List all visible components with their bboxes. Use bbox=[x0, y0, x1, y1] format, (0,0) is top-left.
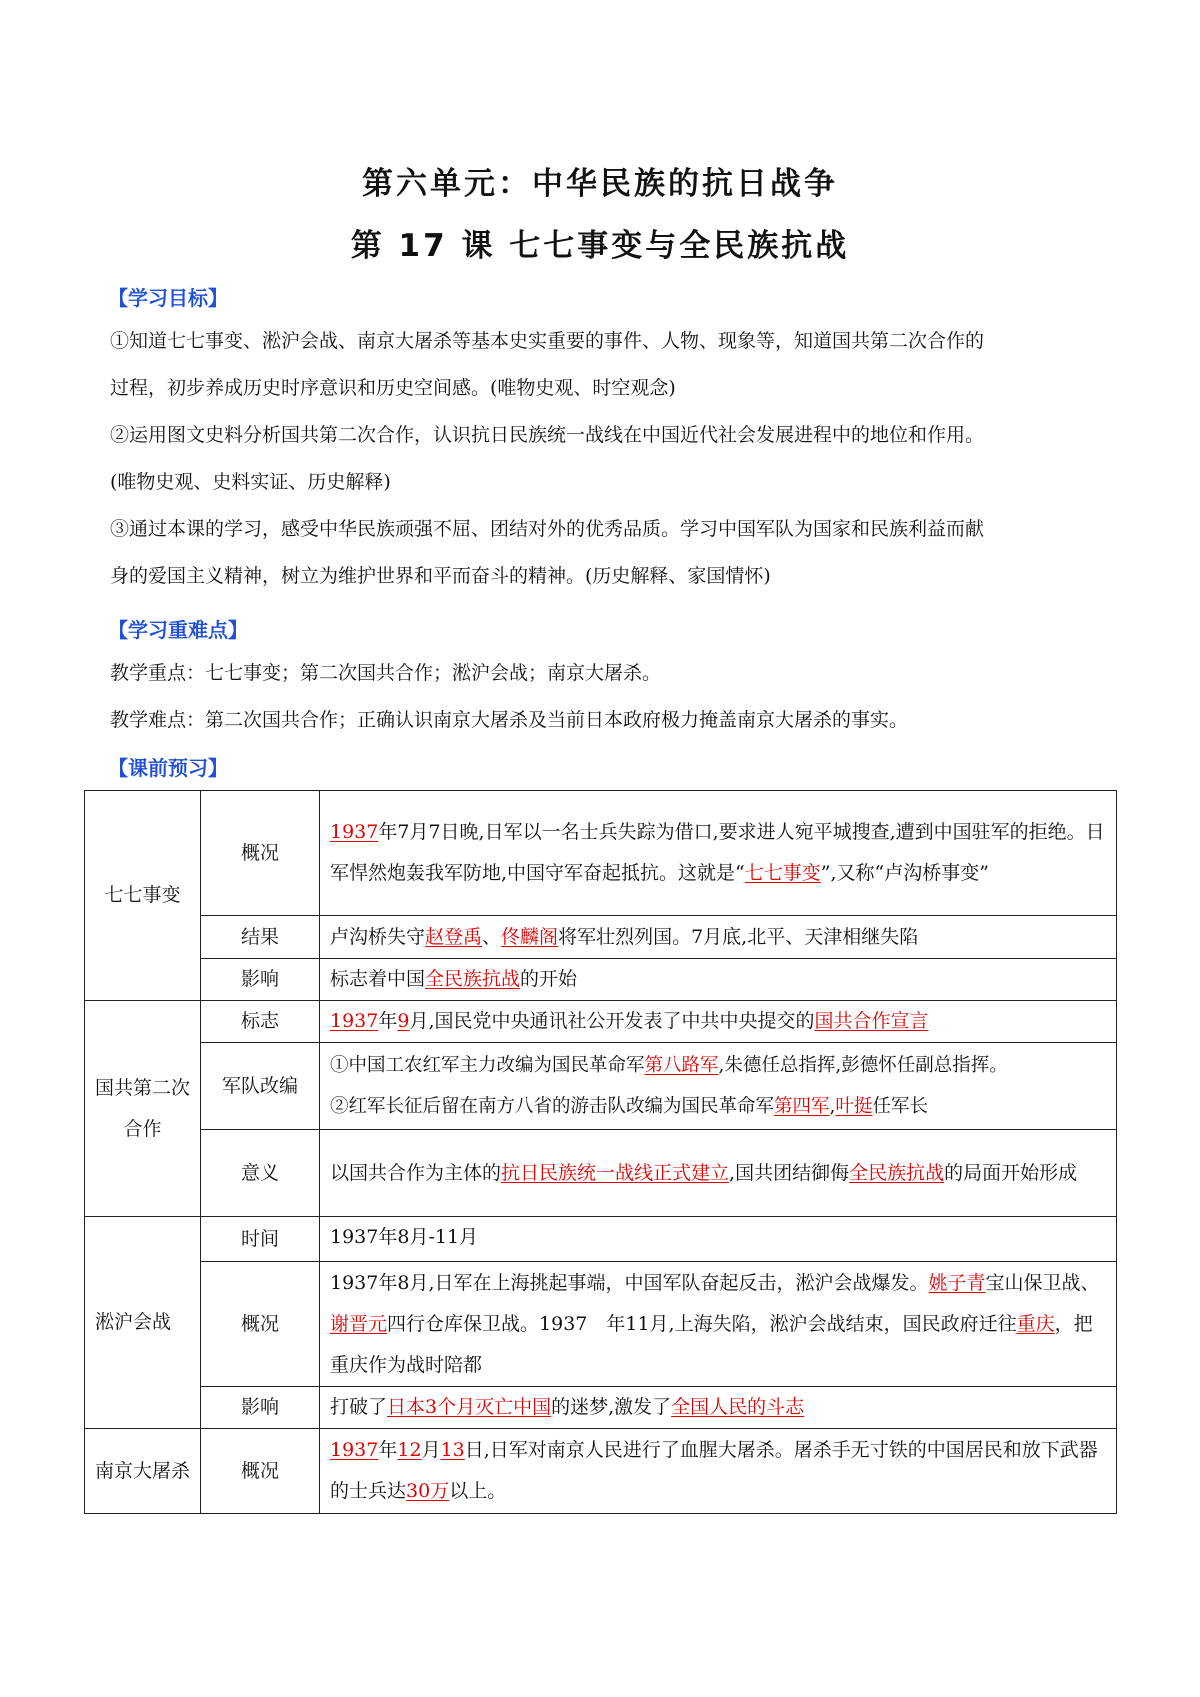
content-text: ，把重庆作为战时陪都 bbox=[330, 1312, 1093, 1376]
aspect-cell: 概况 bbox=[201, 1429, 320, 1514]
table-row bbox=[85, 1001, 1117, 1043]
content-text: 将军壮烈列国。7月底,北平、天津相继失陷 bbox=[558, 925, 919, 948]
topic-cell: 国共第二次合作 bbox=[85, 1001, 201, 1217]
topic-cell: 南京大屠杀 bbox=[85, 1429, 201, 1514]
content-text: 1937年8月,日军在上海挑起事端，中国军队奋起反击，淞沪会战爆发。 bbox=[330, 1271, 929, 1294]
content-text: 的迷梦,激发了 bbox=[551, 1396, 672, 1418]
table-row bbox=[85, 1387, 1117, 1429]
answer-blank: 七七事变 bbox=[744, 862, 821, 884]
content-text: 四行仓库保卫战。1937 年11月,上海失陷，淞沪会战结束，国民政府迁往 bbox=[387, 1312, 1017, 1335]
table-row bbox=[85, 1217, 1117, 1262]
aspect-cell: 影响 bbox=[201, 959, 320, 1001]
aspect-cell: 概况 bbox=[201, 1262, 320, 1387]
answer-blank: 全民族抗战 bbox=[425, 968, 521, 990]
table-row bbox=[85, 916, 1117, 959]
unit-title: 第六单元：中华民族的抗日战争 bbox=[362, 166, 838, 202]
content-text: 的局面开始形成 bbox=[944, 1161, 1078, 1184]
answer-blank: 佟麟阁 bbox=[501, 925, 559, 948]
answer-blank: 国共合作宣言 bbox=[814, 1010, 929, 1032]
content-cell bbox=[320, 1429, 1117, 1514]
aspect-cell: 标志 bbox=[201, 1001, 320, 1043]
topic-cell: 七七事变 bbox=[85, 791, 201, 1001]
content-text: 、 bbox=[482, 925, 502, 948]
table-row bbox=[85, 1130, 1117, 1217]
answer-blank: 12 bbox=[397, 1439, 422, 1461]
aspect-cell: 意义 bbox=[201, 1130, 320, 1217]
answer-blank: 13 bbox=[440, 1439, 465, 1461]
content-text: 打破了 bbox=[330, 1396, 388, 1418]
preview-heading: 【课前预习】 bbox=[108, 756, 228, 780]
teaching-focus: 教学重点：七七事变；第二次国共合作；淞沪会战；南京大屠杀。 bbox=[110, 662, 662, 684]
aspect-cell: 军队改编 bbox=[201, 1043, 320, 1130]
table-row bbox=[85, 1043, 1117, 1130]
answer-blank: 30万 bbox=[406, 1480, 450, 1502]
content-text: 卢沟桥失守 bbox=[330, 925, 426, 948]
content-text: 日,日军对南京人民进行了血腥大屠杀。屠杀手无寸铁的中国居民和放下武器的士兵达 bbox=[330, 1439, 1098, 1502]
aspect-cell: 概况 bbox=[201, 791, 320, 916]
answer-blank: 叶挺 bbox=[835, 1096, 873, 1117]
content-cell bbox=[320, 1262, 1117, 1387]
answer-blank: 第八路军 bbox=[644, 1055, 719, 1076]
answer-blank: 全国人民的斗志 bbox=[671, 1396, 805, 1418]
content-cell bbox=[320, 959, 1117, 1001]
table-row bbox=[85, 791, 1117, 916]
answer-blank: 姚子青 bbox=[928, 1271, 986, 1294]
content-text: ②红军长征后留在南方八省的游击队改编为国民革命军 bbox=[330, 1096, 775, 1117]
objective-2-line-1: ②运用图文史料分析国共第二次合作，认识抗日民族统一战线在中国近代社会发展进程中的地位和作用。 bbox=[110, 424, 985, 446]
topic-cell: 淞沪会战 bbox=[85, 1217, 201, 1429]
content-text: 任军长 bbox=[872, 1096, 928, 1117]
objective-2-line-2: (唯物史观、史料实证、历史解释) bbox=[110, 471, 391, 493]
content-text: 以上。 bbox=[449, 1480, 507, 1502]
key-points-heading: 【学习重难点】 bbox=[108, 618, 248, 642]
aspect-cell: 影响 bbox=[201, 1387, 320, 1429]
preview-table bbox=[84, 790, 1117, 1514]
objective-3-line-1: ③通过本课的学习，感受中华民族顽强不屈、团结对外的优秀品质。学习中国军队为国家和民族利益而献 bbox=[110, 518, 985, 540]
answer-blank: 日本3个月灭亡中国 bbox=[387, 1396, 552, 1418]
content-cell: 1937年8月-11月 bbox=[320, 1217, 1117, 1262]
objectives-text bbox=[110, 318, 1100, 600]
content-cell bbox=[320, 1130, 1117, 1217]
answer-blank: 9 bbox=[397, 1010, 410, 1032]
content-text: ①中国工农红军主力改编为国民革命军 bbox=[330, 1055, 645, 1076]
answer-blank: 全民族抗战 bbox=[849, 1161, 945, 1184]
content-text: 年 bbox=[378, 1010, 398, 1032]
content-text: 月 bbox=[421, 1439, 441, 1461]
content-text: ,朱德任总指挥,彭德怀任副总指挥。 bbox=[718, 1055, 1008, 1076]
content-cell bbox=[320, 1387, 1117, 1429]
content-cell bbox=[320, 916, 1117, 959]
answer-blank: 抗日民族统一战线正式建立 bbox=[501, 1161, 730, 1184]
answer-blank: 重庆 bbox=[1016, 1312, 1055, 1335]
lesson-title: 第 17 课 七七事变与全民族抗战 bbox=[350, 228, 850, 264]
content-text: ,国共团结御侮 bbox=[729, 1161, 850, 1184]
objectives-heading: 【学习目标】 bbox=[108, 286, 228, 310]
table-row bbox=[85, 1429, 1117, 1514]
content-text: 标志着中国 bbox=[330, 968, 426, 990]
content-cell bbox=[320, 1001, 1117, 1043]
content-text: ”,又称“卢沟桥事变” bbox=[820, 862, 989, 884]
answer-blank: 第四军 bbox=[774, 1096, 830, 1117]
content-text: 年 bbox=[378, 1439, 398, 1461]
objective-3-line-2: 身的爱国主义精神，树立为维护世界和平而奋斗的精神。(历史解释、家国情怀) bbox=[110, 565, 771, 587]
aspect-cell: 结果 bbox=[201, 916, 320, 959]
aspect-cell: 时间 bbox=[201, 1217, 320, 1262]
content-text: , bbox=[829, 1096, 836, 1117]
key-points-text bbox=[110, 650, 1100, 744]
objective-1-line-1: ①知道七七事变、淞沪会战、南京大屠杀等基本史实重要的事件、人物、现象等，知道国共第二次合作的 bbox=[110, 330, 985, 352]
table-row bbox=[85, 1262, 1117, 1387]
teaching-difficulty: 教学难点：第二次国共合作；正确认识南京大屠杀及当前日本政府极力掩盖南京大屠杀的事实。 bbox=[110, 709, 909, 731]
content-text: 月,国民党中央通讯社公开发表了中共中央提交的 bbox=[409, 1010, 815, 1032]
answer-blank: 1937 bbox=[330, 821, 379, 843]
objective-1-line-2: 过程，初步养成历史时序意识和历史空间感。(唯物史观、时空观念) bbox=[110, 377, 676, 399]
answer-blank: 1937 bbox=[330, 1010, 379, 1032]
content-text: 以国共合作为主体的 bbox=[330, 1161, 502, 1184]
content-cell bbox=[320, 1043, 1117, 1130]
content-cell bbox=[320, 791, 1117, 916]
content-text: 年7月7日晚,日军以一名士兵失踪为借口,要求进人宛平城搜查,遭到中国驻军的拒绝。日军悍然炮轰我军防地,中国守军奋起抵抗。这就是“ bbox=[330, 821, 1105, 884]
content-text: 的开始 bbox=[520, 968, 578, 990]
table-row bbox=[85, 959, 1117, 1001]
answer-blank: 1937 bbox=[330, 1439, 379, 1461]
content-text: 宝山保卫战、 bbox=[985, 1271, 1100, 1294]
answer-blank: 赵登禹 bbox=[425, 925, 483, 948]
answer-blank: 谢晋元 bbox=[330, 1312, 388, 1335]
